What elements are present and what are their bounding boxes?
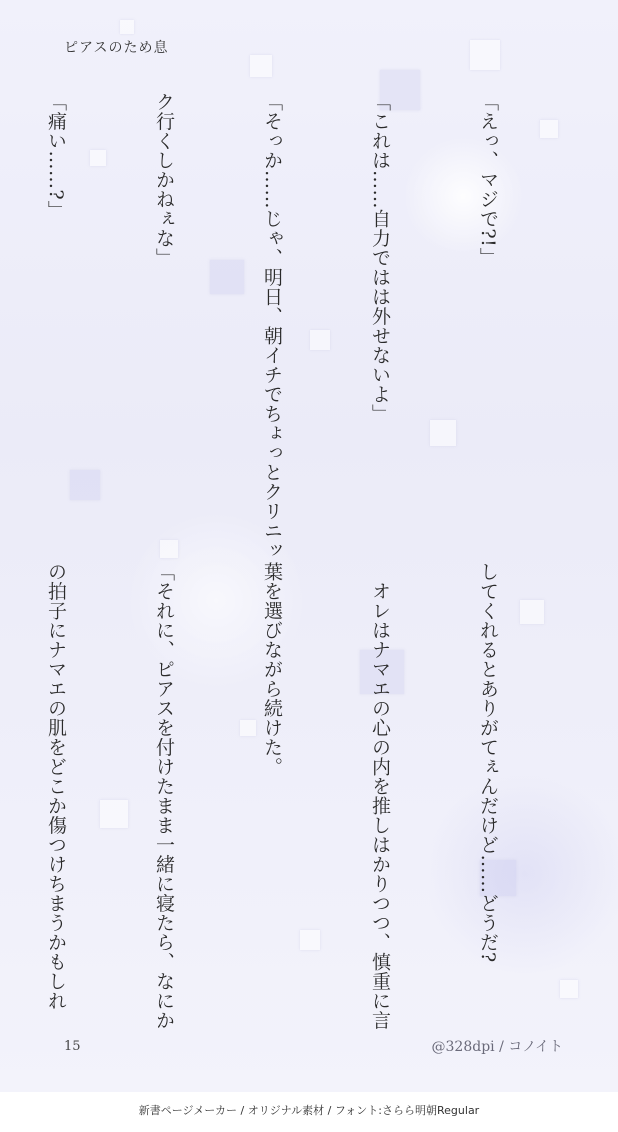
author-credit: @328dpi / コノイト — [431, 1039, 563, 1055]
text-line: 「えっ、マジで?!」 — [477, 92, 499, 267]
generator-footer: 新書ページメーカー / オリジナル素材 / フォント:さらら明朝Regular — [0, 1092, 618, 1132]
text-line: 葉を選びながら続けた。 — [261, 562, 283, 777]
decor-square — [160, 540, 178, 558]
lower-text-block — [0, 562, 578, 1030]
text-line: の拍子にナマエの肌をどこか傷つけちまうかもしれ — [45, 562, 67, 1011]
text-line: 「これは……自力ではは外せないよ」 — [369, 92, 391, 424]
decor-square — [470, 40, 500, 70]
text-line: オレはナマエの心の内を推しはかりつつ、慎重に言 — [369, 562, 391, 1030]
decor-square — [250, 55, 272, 77]
decor-square — [120, 20, 134, 34]
text-line: 「そっか……じゃ、明日、朝イチでちょっとクリニッ — [261, 92, 283, 560]
upper-text-block — [0, 92, 578, 560]
text-line: 「それに、ピアスを付けたまま一緒に寝たら、なにか — [153, 562, 175, 1030]
chapter-title: ピアスのため息 — [64, 40, 169, 56]
text-line: してくれるとありがてぇんだけど……どうだ? — [477, 562, 499, 963]
page-number: 15 — [64, 1039, 81, 1054]
text-line: 「痛い……?」 — [45, 92, 67, 220]
text-line: ク行くしかねぇな」 — [153, 92, 175, 268]
